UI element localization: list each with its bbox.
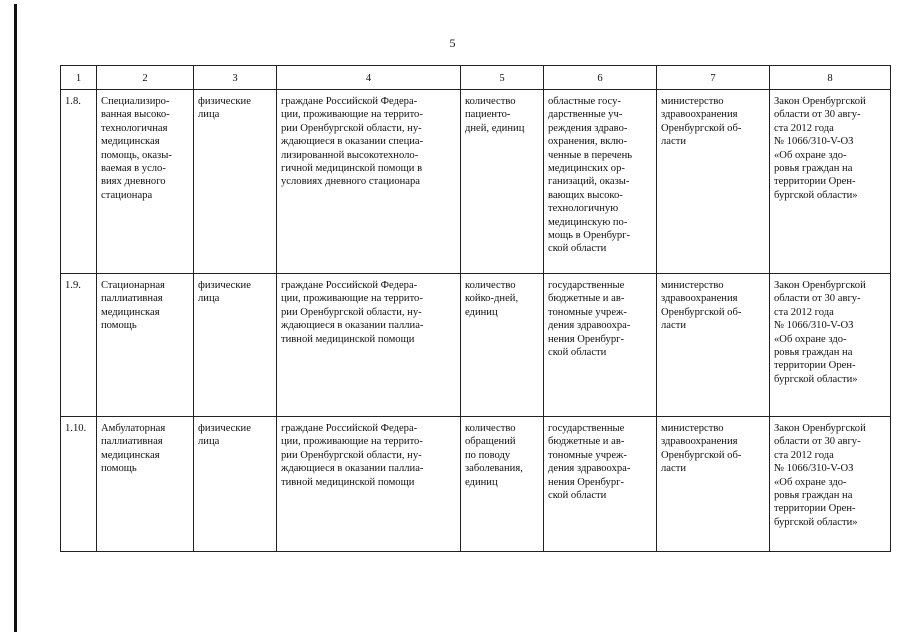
service-name: Стационарная паллиативная медицинская помощь bbox=[97, 274, 194, 417]
page-number: 5 bbox=[449, 36, 456, 50]
provider-institutions: областные госу- дарственные уч- реждения здраво- охранения, вклю- ченные в перечень медицинских ор- ганизаций, оказы- вающих высоко- технологичную медицинскую по- мощь в Оренбург- ской области bbox=[544, 90, 657, 274]
recipient-category: физические лица bbox=[194, 90, 277, 274]
legal-basis: Закон Оренбургской области от 30 авгу- ста 2012 года № 1066/310-V-ОЗ «Об охране здо- ровья граждан на территории Орен- бургской области» bbox=[770, 274, 891, 417]
legal-basis: Закон Оренбургской области от 30 авгу- ста 2012 года № 1066/310-V-ОЗ «Об охране здо- ровья граждан на территории Орен- бургской области» bbox=[770, 417, 891, 552]
table-row bbox=[61, 274, 891, 417]
volume-indicator: количество обращений по поводу заболевания, единиц bbox=[461, 417, 544, 552]
services-table bbox=[60, 65, 891, 552]
header-cell-2: 2 bbox=[97, 66, 194, 90]
header-cell-1: 1 bbox=[61, 66, 97, 90]
header-cell-8: 8 bbox=[770, 66, 891, 90]
table-header-row bbox=[61, 66, 891, 90]
header-cell-5: 5 bbox=[461, 66, 544, 90]
table-row bbox=[61, 90, 891, 274]
header-cell-6: 6 bbox=[544, 66, 657, 90]
table-row bbox=[61, 417, 891, 552]
provider-institutions: государственные бюджетные и ав- тономные учреж- дения здравоохра- нения Оренбург- ской области bbox=[544, 417, 657, 552]
recipient-description: граждане Российской Федера- ции, проживающие на террито- рии Оренбургской области, ну- ждающиеся в оказании специа- лизированной высокотехноло- гичной медицинской помощи в условиях дневного стационара bbox=[277, 90, 461, 274]
recipient-category: физические лица bbox=[194, 417, 277, 552]
responsible-authority: министерство здравоохранения Оренбургской об- ласти bbox=[657, 417, 770, 552]
recipient-description: граждане Российской Федера- ции, проживающие на террито- рии Оренбургской области, ну- ждающиеся в оказании паллиа- тивной медицинской помощи bbox=[277, 417, 461, 552]
row-number: 1.9. bbox=[61, 274, 97, 417]
recipient-category: физические лица bbox=[194, 274, 277, 417]
responsible-authority: министерство здравоохранения Оренбургской об- ласти bbox=[657, 90, 770, 274]
row-number: 1.10. bbox=[61, 417, 97, 552]
page-margin-bar bbox=[14, 4, 17, 632]
volume-indicator: количество койко-дней, единиц bbox=[461, 274, 544, 417]
legal-basis: Закон Оренбургской области от 30 авгу- ста 2012 года № 1066/310-V-ОЗ «Об охране здо- ровья граждан на территории Орен- бургской области» bbox=[770, 90, 891, 274]
volume-indicator: количество пациенто- дней, единиц bbox=[461, 90, 544, 274]
header-cell-3: 3 bbox=[194, 66, 277, 90]
service-name: Специализиро- ванная высоко- технологичная медицинская помощь, оказы- ваемая в усло- виях дневного стационара bbox=[97, 90, 194, 274]
service-name: Амбулаторная паллиативная медицинская помощь bbox=[97, 417, 194, 552]
recipient-description: граждане Российской Федера- ции, проживающие на террито- рии Оренбургской области, ну- ждающиеся в оказании паллиа- тивной медицинской помощи bbox=[277, 274, 461, 417]
header-cell-4: 4 bbox=[277, 66, 461, 90]
responsible-authority: министерство здравоохранения Оренбургской об- ласти bbox=[657, 274, 770, 417]
provider-institutions: государственные бюджетные и ав- тономные учреж- дения здравоохра- нения Оренбург- ской области bbox=[544, 274, 657, 417]
row-number: 1.8. bbox=[61, 90, 97, 274]
header-cell-7: 7 bbox=[657, 66, 770, 90]
